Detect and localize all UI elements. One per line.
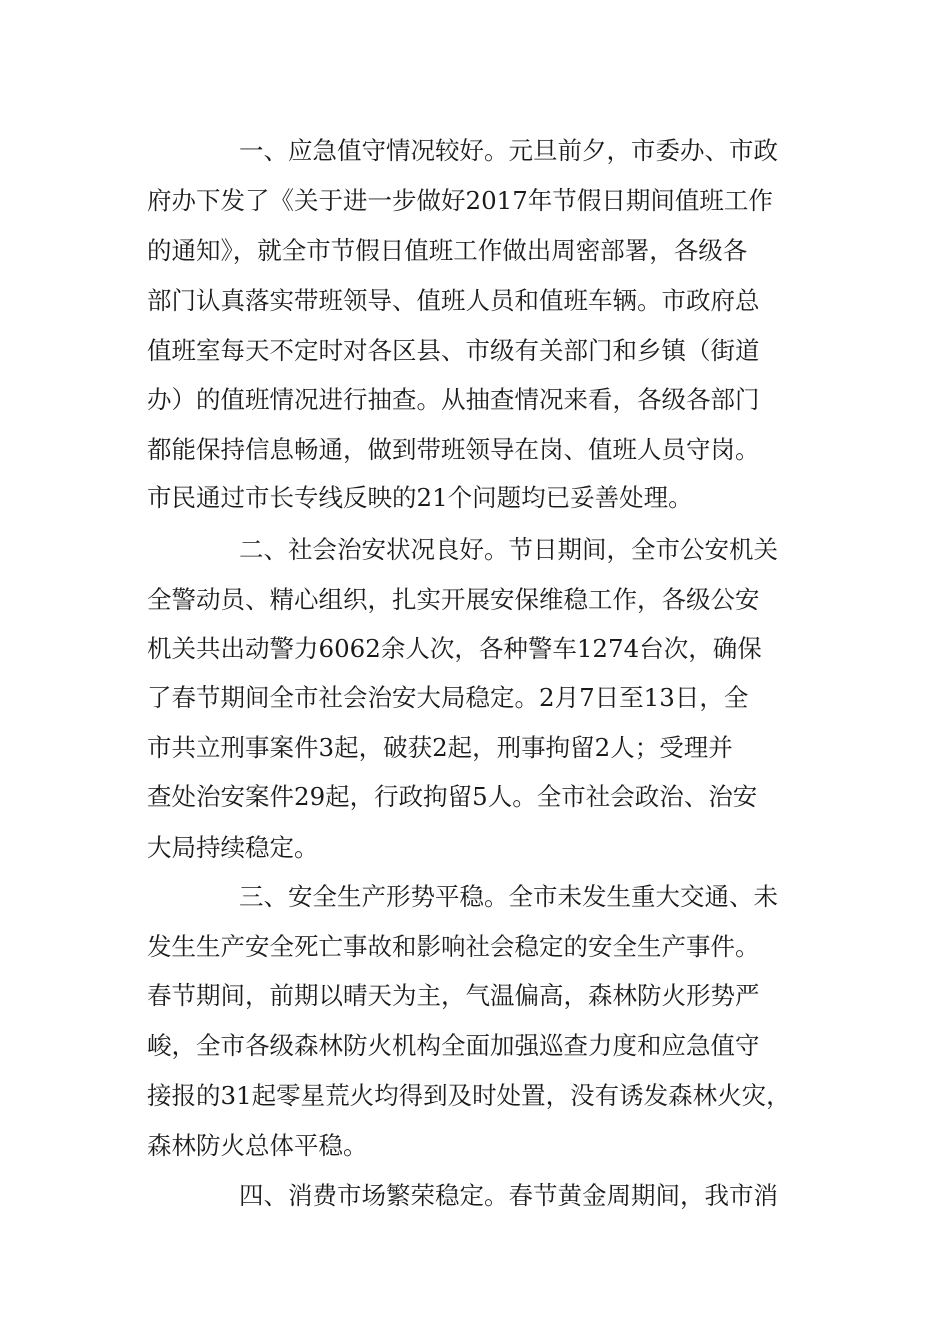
paragraph-4-line-1: 四、消费市场繁荣稳定。春节黄金周期间，我市消 xyxy=(239,1181,778,1210)
paragraph-3-line-4: 峻，全市各级森林防火机构全面加强巡查力度和应急值守 xyxy=(147,1031,760,1060)
paragraph-3-line-5: 接报的31起零星荒火均得到及时处置，没有诱发森林火灾， xyxy=(147,1081,791,1110)
paragraph-1-line-4: 部门认真落实带班领导、值班人员和值班车辆。市政府总 xyxy=(147,286,760,315)
paragraph-2-line-4: 了春节期间全市社会治安大局稳定。2月7日至13日，全 xyxy=(147,683,749,712)
paragraph-2-line-5: 市共立刑事案件3起，破获2起，刑事拘留2人；受理并 xyxy=(147,733,733,762)
paragraph-2-line-3: 机关共出动警力6062余人次，各种警车1274台次，确保 xyxy=(147,634,762,663)
paragraph-2-line-2: 全警动员、精心组织，扎实开展安保维稳工作，各级公安 xyxy=(147,585,760,614)
paragraph-1-line-7: 都能保持信息畅通，做到带班领导在岗、值班人员守岗。 xyxy=(147,435,760,464)
paragraph-1-line-8: 市民通过市长专线反映的21个问题均已妥善处理。 xyxy=(147,483,693,512)
paragraph-3-line-6: 森林防火总体平稳。 xyxy=(147,1131,368,1160)
paragraph-1-line-6: 办）的值班情况进行抽查。从抽查情况来看，各级各部门 xyxy=(147,385,760,414)
paragraph-1-line-3: 的通知》，就全市节假日值班工作做出周密部署，各级各 xyxy=(147,236,748,265)
paragraph-2-line-1: 二、社会治安状况良好。节日期间，全市公安机关 xyxy=(239,535,778,564)
paragraph-1-line-5: 值班室每天不定时对各区县、市级有关部门和乡镇（街道 xyxy=(147,336,760,365)
paragraph-1-line-1: 一、应急值守情况较好。元旦前夕，市委办、市政 xyxy=(239,136,778,165)
paragraph-2-line-6: 查处治安案件29起，行政拘留5人。全市社会政治、治安 xyxy=(147,782,758,811)
paragraph-3-line-1: 三、安全生产形势平稳。全市未发生重大交通、未 xyxy=(239,882,778,911)
paragraph-3-line-2: 发生生产安全死亡事故和影响社会稳定的安全生产事件。 xyxy=(147,932,760,961)
paragraph-2-line-7: 大局持续稳定。 xyxy=(147,833,319,862)
paragraph-1-line-2: 府办下发了《关于进一步做好2017年节假日期间值班工作 xyxy=(147,186,773,215)
paragraph-3-line-3: 春节期间，前期以晴天为主，气温偏高，森林防火形势严 xyxy=(147,981,760,1010)
